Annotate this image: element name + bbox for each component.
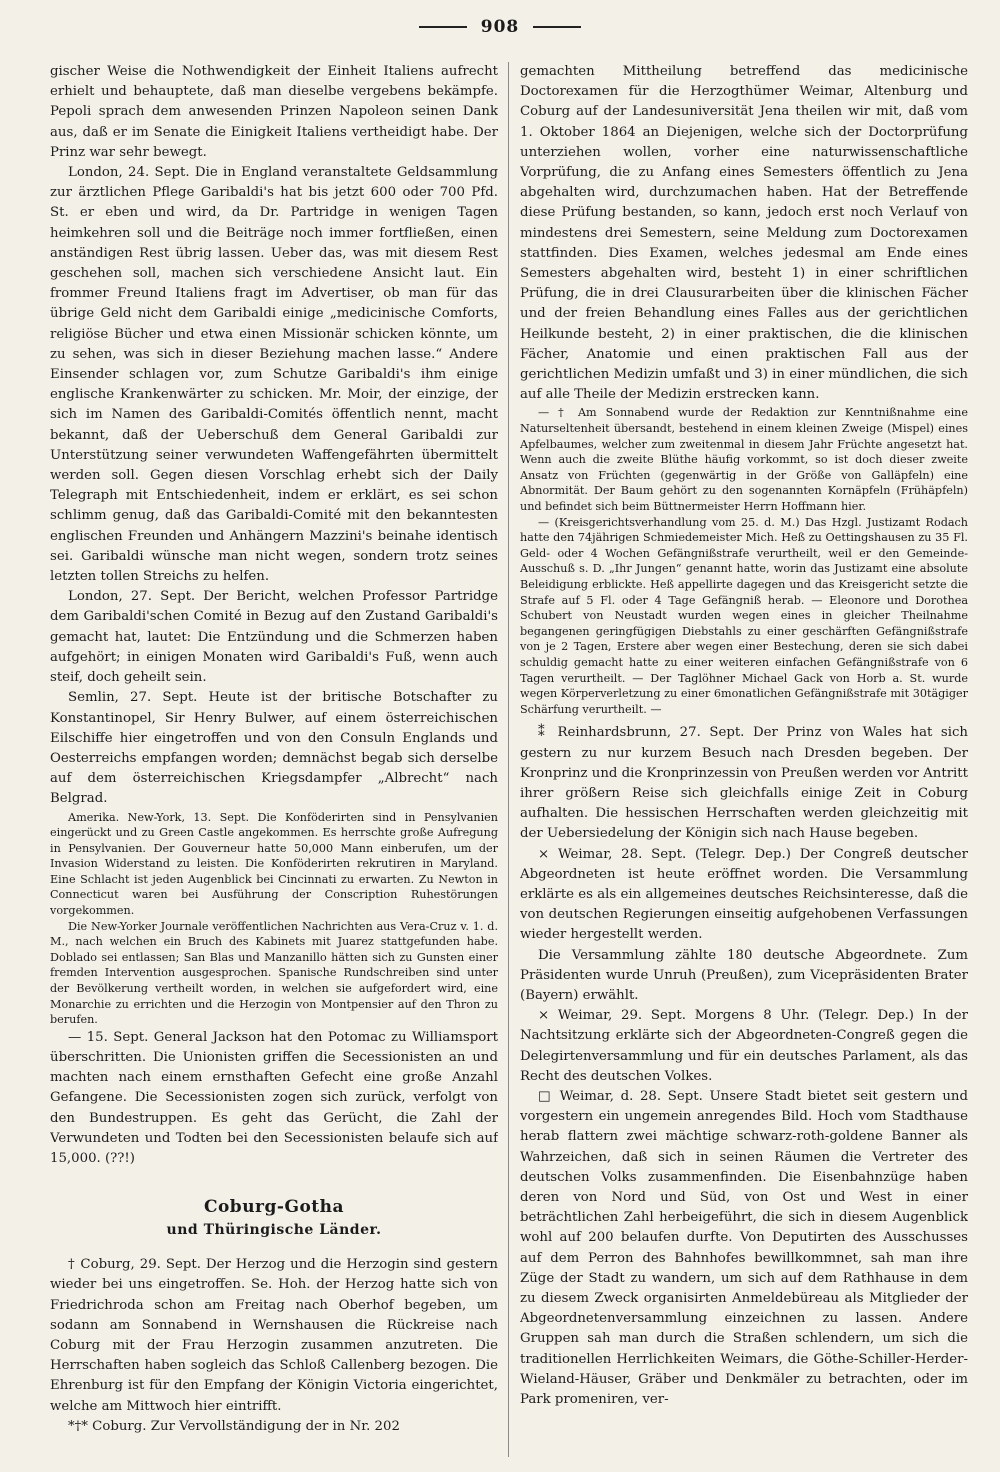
article-weimar-29: × Weimar, 29. Sept. Morgens 8 Uhr. (Telegr. Dep.) In der Nachtsitzung erklärte sich der Abgeordneten-Congreß gegen die Delegirtenversammlung und für ein deutsches Parlament, als das Recht des deutschen Volkes. (520, 1008, 968, 1084)
article-paragraph: gischer Weise die Nothwendigkeit der Einheit Italiens aufrecht erhielt und behauptete, daß man dieselbe vergebens bekämpfe. Pepoli sprach dem anwesenden Prinzen Napoleon seinen Dank aus, daß er im Senate die Einigkeit Italiens vertheidigt habe. Der Prinz war sehr bewegt. (50, 64, 498, 160)
page-header (0, 14, 1000, 40)
article-jackson: — 15. Sept. General Jackson hat den Potomac zu Williamsport überschritten. Die Unionisten griffen die Secessionisten an und machten nach einem ernsthaften Gefecht eine große Anzahl Gefangene. Die Secessionisten zogen sich zurück, verfolgt von den Bundestruppen. Es geht das Gerücht, die Zahl der Verwundeten und Todten bei den Secessionisten belaufe sich auf 15,000. (??!) (50, 1029, 498, 1167)
article-amerika: Amerika. New-York, 13. Sept. Die Konföderirten sind in Pensylvanien eingerückt und zu Green Castle angekommen. Es herrschte große Aufregung in Pensylvanien. Der Gouverneur hatte 50,000 Mann einberufen, um der Invasion Widerstand zu leisten. Die Konföderirten rekrutiren in Maryland. Eine Schlacht ist jeden Augenblick bei Cincinnati zu erwarten. Zu Newton in Connecticut waren bei Ausführung der Conscription Ruhestörungen vorgekommen. (50, 810, 498, 918)
article-semlin: Semlin, 27. Sept. Heute ist der britische Botschafter zu Konstantinopel, Sir Henry Bulwer, auf einem österreichischen Eilschiffe hier eingetroffen und von den Consuln Englands und Oesterreichs empfangen worden; demnächst begab sich derselbe auf dem österreichischen Kriegsdampfer „Albrecht“ nach Belgrad. (50, 690, 498, 807)
article-weimar-28-telegr: × Weimar, 28. Sept. (Telegr. Dep.) Der Congreß deutscher Abgeordneten ist heute eröffnet worden. Die Versammlung erklärte es als ein allgemeines deutsches Reichsinteresse, daß die von deutschen Regierungen einseitig aufgehobenen Verfassungen wieder hergestellt werden. (520, 846, 968, 943)
article-coburg-continued: *†* Coburg. Zur Vervollständigung der in Nr. 202 (68, 1418, 400, 1434)
left-column (50, 62, 498, 1457)
article-vera-cruz: Die New-Yorker Journale veröffentlichen Nachrichten aus Vera-Cruz v. 1. d. M., nach welchen ein Bruch des Kabinets mit Juarez stattgefunden habe. Doblado sei entlassen; San Blas und Manzanillo hätten sich zu Gunsten einer fremden Intervention ausgesprochen. Spanische Rundschreiben sind unter der Bevölkerung vertheilt worden, in welchen sie aufgefordert wird, eine Monarchie zu errichten und die Herzogin von Montpensier auf den Thron zu berufen. (50, 919, 498, 1027)
header-rule-left (419, 26, 467, 28)
article-naturseltenheit: — † Am Sonnabend wurde der Redaktion zur Kenntnißnahme eine Naturseltenheit übersandt, bestehend in einem kleinen Zweige (Mispel) eines Apfelbaumes, welcher zum zweitenmal in diesem Jahr Früchte angesetzt hat. Wenn auch die zweite Blüthe häufig vorkommt, so ist doch dieser zweite Ansatz von Früchten (gegenwärtig in der Größe von Galläpfeln) eine Abnormität. Der Baum gehört zu den sogenannten Kornäpfeln (Frühäpfeln) und befindet sich beim Büttnermeister Herrn Hoffmann hier. (520, 406, 968, 514)
article-weimar-28-report: □ Weimar, d. 28. Sept. Unsere Stadt bietet seit gestern und vorgestern ein ungemein anregendes Bild. Hoch vom Stadthause herab flattern zwei mächtige schwarz-roth-goldene Banner als Wahrzeichen, daß sich in seinen Räumen die Vertreter des deutschen Volks zusammenfinden. Die Eisenbahnzüge haben deren von Nord und Süd, von Ost und West in einer beträchtlichen Zahl herbeigeführt, die sich in diesem Augenblick wohl auf 200 belaufen durfte. Von Deputirten des Ausschusses auf dem Perron des Bahnhofes bewillkommnet, sah man ihre Züge der Stadt zu wandern, um sich auf dem Rathhause in dem zu diesem Zweck organisirten Anmeldebüreau als Mitglieder der Abgeordnetenversammlung einzeichnen zu lassen. Andere Gruppen sah man durch die Straßen schlendern, um sich die traditionellen Herrlichkeiten Weimars, die Göthe-Schiller-Herder-Wieland-Häuser, Gräber und Denkmäler zu betrachten, oder im Park promeniren, ver- (520, 1088, 968, 1408)
article-coburg-29: † Coburg, 29. Sept. Der Herzog und die Herzogin sind gestern wieder bei uns eingetroffen. Se. Hoh. der Herzog hatte sich von Friedrichroda schon am Freitag nach Oberhof begeben, um sodann am Sonnabend in Wernshausen die Rückreise nach Coburg mit der Frau Herzogin zusammen anzutreten. Die Herrschaften haben sogleich das Schloß Callenberg bezogen. Die Ehrenburg ist für den Empfang der Königin Victoria eingerichtet, welche am Mittwoch hier eintrifft. (50, 1257, 498, 1414)
section-subtitle: und Thüringische Länder. (166, 1222, 382, 1239)
page-number: 908 (480, 17, 520, 37)
article-doctorexamen: gemachten Mittheilung betreffend das medicinische Doctorexamen für die Herzogthümer Weimar, Altenburg und Coburg auf der Landesuniversität Jena theilen wir mit, daß vom 1. Oktober 1864 an Diejenigen, welche sich der Doctorprüfung unterziehen wollen, vorher eine naturwissenschaftliche Vorprüfung, die zu Anfang eines Semesters öffentlich zu Jena abgehalten wird, durchzumachen haben. Hat der Betreffende diese Prüfung bestanden, so kann, jedoch erst noch Verlauf von mindestens drei Semestern, seine Meldung zum Doctorexamen stattfinden. Dies Examen, welches jedesmal am Ende eines Semesters abgehalten wird, besteht 1) in einer schriftlichen Prüfung, die in drei Clausurarbeiten über die klinischen Fächer und der freien Behandlung eines Falles aus der gerichtlichen Heilkunde besteht, 2) in einer praktischen, die die klinischen Fächer, Anatomie und einen praktischen Fall aus der gerichtlichen Medizin umfaßt und 3) in einer mündlichen, die sich auf alle Theile der Medizin erstrecken kann. (520, 64, 968, 403)
article-reinhardsbrunn: ⁑ Reinhardsbrunn, 27. Sept. Der Prinz von Wales hat sich gestern zu nur kurzem Besuch nach Dresden begeben. Der Kronprinz und die Kronprinzessin von Preußen werden vor Antritt ihrer größern Reise sich gleichfalls einige Zeit in Coburg aufhalten. Die hessischen Herrschaften werden gleichzeitig mit der Uebersiedelung der Königin sich nach Hause begeben. (520, 725, 968, 842)
article-weimar-versammlung: Die Versammlung zählte 180 deutsche Abgeordnete. Zum Präsidenten wurde Unruh (Preußen), zum Vicepräsidenten Brater (Bayern) erwählt. (520, 947, 968, 1003)
article-kreisgericht: — (Kreisgerichtsverhandlung vom 25. d. M.) Das Hzgl. Justizamt Rodach hatte den 74jährigen Schmiedemeister Mich. Heß zu Oettingshausen zu 35 Fl. Geld- oder 4 Wochen Gefängnißstrafe verurtheilt, weil er den Gemeinde-Ausschuß s. D. „Ihr Jungen“ genannt hatte, worin das Justizamt eine absolute Beleidigung erblickte. Heß appellirte dagegen und das Kreisgericht setzte die Strafe auf 5 Fl. oder 4 Tage Gefängniß herab. — Eleonore und Dorothea Schubert von Neustadt wurden wegen eines in gleicher Theilnahme begangenen geringfügigen Diebstahls zu einer geschärften Gefängnißstrafe von je 2 Tagen, Erstere aber wegen einer Bestechung, deren sie sich dabei schuldig gemacht hatte zu einer weiteren einfachen Gefängnißstrafe von 6 Tagen verurtheilt. — Der Taglöhner Michael Gack von Horb a. St. wurde wegen Körperverletzung zu einer 6monatlichen Gefängnißstrafe mit 30tägiger Schärfung verurtheilt. — (520, 515, 968, 716)
article-london-27: London, 27. Sept. Der Bericht, welchen Professor Partridge dem Garibaldi'schen Comité in Bezug auf den Zustand Garibaldi's gemacht hat, lautet: Die Entzündung und die Schmerzen haben aufgehört; in einigen Monaten wird Garibaldi's Fuß, wenn auch steif, doch geheilt sein. (50, 589, 498, 686)
column-divider (508, 62, 509, 1457)
article-london-24: London, 24. Sept. Die in England veranstaltete Geldsammlung zur ärztlichen Pflege Garibaldi's hat bis jetzt 600 oder 700 Pfd. St. er eben und wird, da Dr. Partridge in wenigen Tagen heimkehren soll und die Beiträge noch immer fortfließen, einen anständigen Rest übrig lassen. Ueber das, was mit diesem Rest geschehen soll, machen sich verschiedene Ansicht laut. Ein frommer Freund Italiens fragt im Advertiser, ob man für das übrige Geld nicht dem Garibaldi einige „medicinische Comforts, religiöse Bücher und etwa einen Missionär schicken könnte, um zu sehen, was sich in dieser Beziehung machen lasse.“ Andere Einsender schlagen vor, zum Schutze Garibaldi's ihm einige englische Krankenwärter zu schicken. Mr. Moir, der einzige, der sich im Namen des Garibaldi-Comités öffentlich nennt, macht bekannt, daß der Ueberschuß dem General Garibaldi zur Unterstützung seiner verwundeten Waffengefährten übermittelt werden soll. Gegen diesen Vorschlag erhebt sich der Daily Telegraph mit Entschiedenheit, indem er erklärt, es sei schon schlimm genug, daß das Garibaldi-Comité mit den bekanntesten englischen Freunden und Anhängern Mazzini's beinahe identisch sei. Garibaldi wünsche man nicht wegen, sondern trotz seines letzten tollen Streichs zu helfen. (50, 165, 498, 585)
section-title: Coburg-Gotha (203, 1197, 345, 1218)
header-rule-right (533, 26, 581, 28)
right-column (520, 62, 968, 1457)
